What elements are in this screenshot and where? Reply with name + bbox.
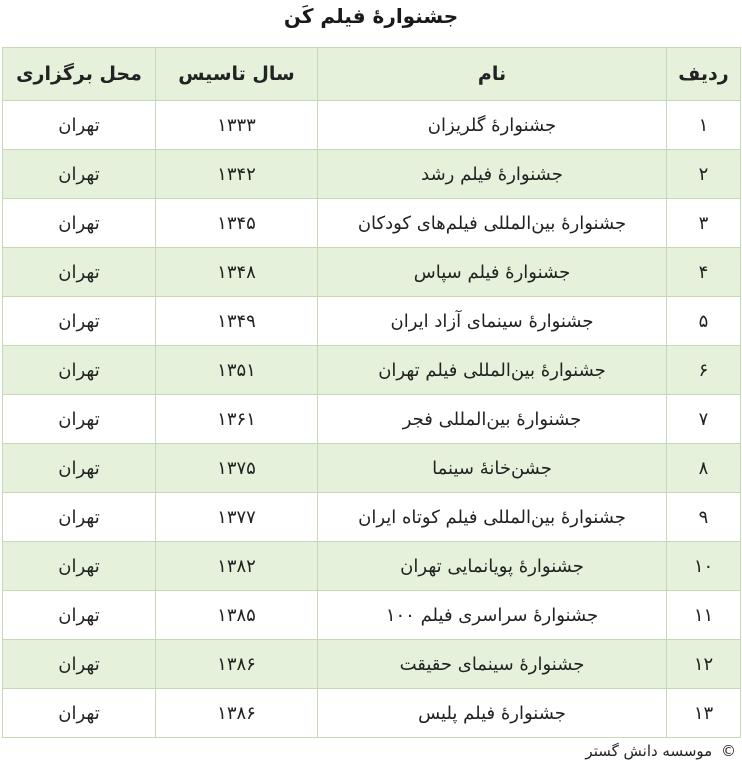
header-year: سال تاسیس	[156, 48, 318, 101]
cell-row-number: ۱۱	[667, 591, 741, 640]
cell-name: جشنوارۀ پویانمایی تهران	[318, 542, 667, 591]
table-header-row	[3, 48, 741, 101]
cell-row-number: ۸	[667, 444, 741, 493]
copyright-text: موسسه دانش گستر	[585, 742, 713, 760]
header-name: نام	[318, 48, 667, 101]
cell-row-number: ۱۲	[667, 640, 741, 689]
cell-row-number: ۱	[667, 101, 741, 150]
cell-place: تهران	[3, 346, 156, 395]
table-row	[3, 444, 741, 493]
cell-row-number: ۴	[667, 248, 741, 297]
cell-year: ۱۳۴۵	[156, 199, 318, 248]
table-row	[3, 346, 741, 395]
cell-name: جشنوارۀ فیلم رشد	[318, 150, 667, 199]
cell-name: جشنوارۀ سینمای حقیقت	[318, 640, 667, 689]
cell-place: تهران	[3, 248, 156, 297]
cell-place: تهران	[3, 297, 156, 346]
cell-place: تهران	[3, 444, 156, 493]
cell-row-number: ۵	[667, 297, 741, 346]
page-title: جشنوارۀ فیلم کَن	[283, 4, 459, 28]
cell-place: تهران	[3, 640, 156, 689]
cell-place: تهران	[3, 591, 156, 640]
copyright-icon: ©	[721, 742, 736, 760]
table-row	[3, 689, 741, 738]
table-row	[3, 542, 741, 591]
cell-year: ۱۳۶۱	[156, 395, 318, 444]
cell-name: جشنوارۀ فیلم پلیس	[318, 689, 667, 738]
table-row	[3, 591, 741, 640]
cell-row-number: ۲	[667, 150, 741, 199]
cell-year: ۱۳۷۷	[156, 493, 318, 542]
cell-row-number: ۷	[667, 395, 741, 444]
table-row	[3, 640, 741, 689]
cell-year: ۱۳۸۵	[156, 591, 318, 640]
cell-place: تهران	[3, 689, 156, 738]
festivals-table	[2, 47, 741, 738]
cell-name: جشنوارۀ فیلم سپاس	[318, 248, 667, 297]
cell-year: ۱۳۷۵	[156, 444, 318, 493]
cell-name: جشنوارۀ بین‌المللی فیلم کوتاه ایران	[318, 493, 667, 542]
cell-row-number: ۳	[667, 199, 741, 248]
header-row-number: ردیف	[667, 48, 741, 101]
table-body	[3, 101, 741, 738]
cell-year: ۱۳۵۱	[156, 346, 318, 395]
cell-name: جشنوارۀ بین‌المللی فیلم‌های کودکان	[318, 199, 667, 248]
table-row	[3, 199, 741, 248]
cell-year: ۱۳۴۹	[156, 297, 318, 346]
cell-place: تهران	[3, 542, 156, 591]
cell-name: جشنوارۀ گلریزان	[318, 101, 667, 150]
cell-place: تهران	[3, 150, 156, 199]
cell-year: ۱۳۳۳	[156, 101, 318, 150]
table-row	[3, 395, 741, 444]
table-row	[3, 493, 741, 542]
table-row	[3, 248, 741, 297]
table-row	[3, 297, 741, 346]
cell-year: ۱۳۸۶	[156, 640, 318, 689]
cell-year: ۱۳۴۲	[156, 150, 318, 199]
cell-row-number: ۱۳	[667, 689, 741, 738]
table-row	[3, 101, 741, 150]
cell-year: ۱۳۸۶	[156, 689, 318, 738]
cell-place: تهران	[3, 493, 156, 542]
cell-name: جشنوارۀ سراسری فیلم ۱۰۰	[318, 591, 667, 640]
cell-row-number: ۹	[667, 493, 741, 542]
cell-year: ۱۳۴۸	[156, 248, 318, 297]
table-row	[3, 150, 741, 199]
cell-place: تهران	[3, 199, 156, 248]
cell-name: جشنوارۀ سینمای آزاد ایران	[318, 297, 667, 346]
cell-year: ۱۳۸۲	[156, 542, 318, 591]
header-place: محل برگزاری	[3, 48, 156, 101]
cell-name: جشن‌خانۀ سینما	[318, 444, 667, 493]
copyright-footer	[585, 742, 736, 760]
cell-name: جشنوارۀ بین‌المللی فیلم تهران	[318, 346, 667, 395]
cell-place: تهران	[3, 101, 156, 150]
cell-row-number: ۱۰	[667, 542, 741, 591]
cell-row-number: ۶	[667, 346, 741, 395]
cell-place: تهران	[3, 395, 156, 444]
cell-name: جشنوارۀ بین‌المللی فجر	[318, 395, 667, 444]
